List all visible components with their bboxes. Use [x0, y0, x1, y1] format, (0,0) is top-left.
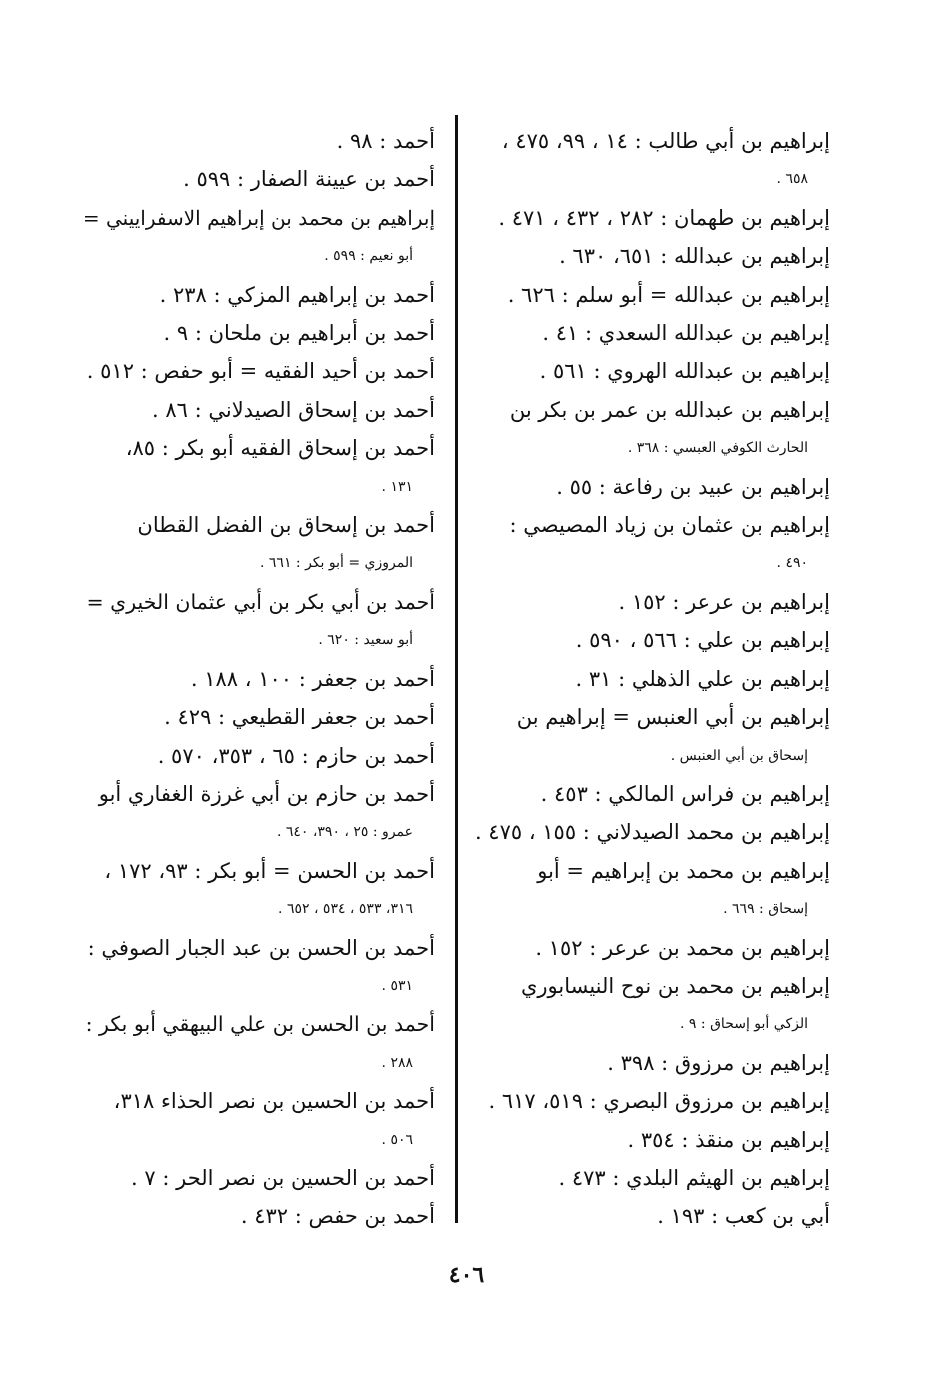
entry-line: إبراهيم بن مرزوق البصري : ٥١٩، ٦١٧ .	[488, 1089, 830, 1114]
entry-line: إبراهيم بن عرعر : ١٥٢ .	[618, 589, 830, 614]
index-entry	[474, 199, 830, 237]
index-entry	[83, 199, 435, 276]
entry-line: أحمد بن الحسين بن نصر الحذاء ٣١٨،	[113, 1089, 435, 1114]
index-entry	[474, 1197, 830, 1235]
entry-continuation-line: عمرو : ٢٥ ، ٣٩٠، ٦٤٠ .	[276, 824, 413, 841]
index-entry	[83, 775, 435, 852]
index-entry	[83, 506, 435, 583]
entry-line: أحمد بن إبراهيم المزكي : ٢٣٨ .	[159, 282, 435, 307]
index-entry	[83, 698, 435, 736]
index-entry	[83, 737, 435, 775]
entry-line: أحمد بن الحسن بن علي البيهقي أبو بكر :	[85, 1012, 435, 1037]
index-entry	[474, 775, 830, 813]
entry-continuation-line: إسحاق : ٦٦٩ .	[723, 901, 808, 918]
entry-continuation-line: المروزي = أبو بكر : ٦٦١ .	[260, 555, 413, 572]
index-entry	[474, 929, 830, 967]
index-entry	[83, 122, 435, 160]
index-entry	[83, 429, 435, 506]
index-entry	[83, 852, 435, 929]
index-entry	[474, 237, 830, 275]
entry-continuation-line: أبو سعيد : ٦٢٠ .	[318, 632, 413, 649]
entry-line: إبراهيم بن عبدالله : ٦٥١، ٦٣٠ .	[559, 244, 830, 269]
entry-continuation-line: ٤٩٠ .	[776, 555, 808, 572]
index-entry	[474, 660, 830, 698]
entry-continuation-line: أبو نعيم : ٥٩٩ .	[324, 248, 413, 265]
index-entry	[474, 506, 830, 583]
entry-continuation-line: ٥٣١ .	[381, 977, 413, 994]
index-entry	[83, 660, 435, 698]
entry-line: إبراهيم بن محمد بن عرعر : ١٥٢ .	[535, 935, 830, 960]
index-entry	[83, 583, 435, 660]
index-entry	[83, 314, 435, 352]
entry-line: أحمد بن أحيد الفقيه = أبو حفص : ٥١٢ .	[86, 359, 435, 384]
entry-line: إبراهيم بن محمد بن إبراهيم = أبو	[537, 858, 830, 883]
index-entry	[474, 391, 830, 468]
index-entry	[83, 391, 435, 429]
index-entry	[474, 813, 830, 851]
entry-line: أحمد بن إسحاق الصيدلاني : ٨٦ .	[152, 397, 435, 422]
index-entry	[474, 583, 830, 621]
entry-line: أحمد بن إسحاق بن الفضل القطان	[137, 513, 435, 538]
entry-line: إبراهيم بن محمد بن إبراهيم الاسفراييني =	[82, 205, 435, 230]
entry-line: إبراهيم بن الهيثم البلدي : ٤٧٣ .	[558, 1165, 830, 1190]
index-entry	[474, 122, 830, 199]
index-entry	[474, 698, 830, 775]
page-number: ٤٠٦	[448, 1262, 485, 1288]
index-entry	[474, 276, 830, 314]
entry-line: إبراهيم بن أبي طالب : ١٤ ، ٩٩، ٤٧٥ ،	[501, 129, 830, 153]
index-entry	[83, 1005, 435, 1082]
index-entry	[474, 967, 830, 1044]
entry-line: أحمد بن أبي بكر بن أبي عثمان الخيري =	[86, 589, 435, 614]
entry-continuation-line: ١٣١ .	[381, 478, 413, 495]
entry-line: إبراهيم بن عبيد بن رفاعة : ٥٥ .	[556, 474, 830, 499]
entry-line: إبراهيم بن عبدالله بن عمر بن بكر بن	[509, 397, 830, 422]
entry-line: أحمد بن حازم : ٦٥ ، ٣٥٣، ٥٧٠ .	[157, 743, 435, 768]
entry-line: إبراهيم بن عثمان بن زياد المصيصي :	[509, 513, 830, 538]
index-entry	[474, 1044, 830, 1082]
index-entry	[474, 621, 830, 659]
entry-continuation-line: ٥٠٦ .	[381, 1131, 413, 1148]
entry-line: أحمد بن حازم بن أبي غرزة الغفاري أبو	[98, 781, 435, 806]
entry-continuation-line: الحارث الكوفي العبسي : ٣٦٨ .	[627, 440, 808, 457]
entry-line: إبراهيم بن علي الذهلي : ٣١ .	[575, 666, 830, 691]
column-divider	[455, 115, 458, 1223]
entry-line: أحمد بن حفص : ٤٣٢ .	[240, 1204, 435, 1229]
entry-continuation-line: ٣١٦، ٥٣٣ ، ٥٣٤ ، ٦٥٢ .	[278, 901, 413, 918]
entry-line: أحمد بن جعفر القطيعي : ٤٢٩ .	[164, 705, 435, 730]
entry-line: أحمد بن جعفر : ١٠٠ ، ١٨٨ .	[190, 666, 435, 691]
index-entry	[83, 160, 435, 198]
index-entry	[474, 1159, 830, 1197]
entry-line: إبراهيم بن أبي العنبس = إبراهيم بن	[516, 705, 830, 730]
right-column	[474, 122, 830, 1236]
index-entry	[474, 1121, 830, 1159]
entry-continuation-line: ٢٨٨ .	[381, 1054, 413, 1071]
index-entry	[83, 352, 435, 390]
index-entry	[474, 352, 830, 390]
index-entry	[474, 468, 830, 506]
index-entry	[474, 852, 830, 929]
entry-continuation-line: إسحاق بن أبي العنبس .	[670, 747, 808, 764]
index-entry	[83, 1159, 435, 1197]
entry-continuation-line: الزكي أبو إسحاق : ٩ .	[680, 1016, 808, 1033]
entry-line: إبراهيم بن عبدالله السعدي : ٤١ .	[542, 321, 830, 346]
entry-line: أحمد بن الحسن = أبو بكر : ٩٣، ١٧٢ ،	[104, 858, 435, 883]
entry-line: إبراهيم بن طهمان : ٢٨٢ ، ٤٣٢ ، ٤٧١ .	[498, 205, 830, 230]
entry-line: إبراهيم بن عبدالله = أبو سلم : ٦٢٦ .	[507, 282, 830, 307]
entry-line: إبراهيم بن عبدالله الهروي : ٥٦١ .	[539, 359, 830, 384]
entry-line: أحمد بن أبراهيم بن ملحان : ٩ .	[163, 321, 435, 346]
index-entry	[474, 314, 830, 352]
index-entry	[83, 1197, 435, 1235]
index-entry	[474, 1082, 830, 1120]
entry-line: إبراهيم بن منقذ : ٣٥٤ .	[627, 1127, 830, 1152]
entry-line: أحمد بن عيينة الصفار : ٥٩٩ .	[183, 167, 435, 192]
entry-line: أحمد : ٩٨ .	[336, 129, 435, 153]
entry-line: أحمد بن الحسين بن نصر الحر : ٧ .	[131, 1165, 435, 1190]
entry-line: أبي بن كعب : ١٩٣ .	[657, 1204, 830, 1229]
entry-line: أحمد بن إسحاق الفقيه أبو بكر : ٨٥،	[125, 436, 435, 461]
index-entry	[83, 276, 435, 314]
entry-line: إبراهيم بن محمد بن نوح النيسابوري	[520, 973, 830, 998]
entry-line: أحمد بن الحسن بن عبد الجبار الصوفي :	[87, 935, 435, 960]
index-entry	[83, 929, 435, 1006]
index-entry	[83, 1082, 435, 1159]
entry-line: إبراهيم بن محمد الصيدلاني : ١٥٥ ، ٤٧٥ .	[474, 820, 830, 845]
left-column	[83, 122, 435, 1236]
entry-line: إبراهيم بن فراس المالكي : ٤٥٣ .	[540, 781, 830, 806]
entry-line: إبراهيم بن علي : ٥٦٦ ، ٥٩٠ .	[575, 628, 830, 653]
entry-continuation-line: ٦٥٨ .	[776, 171, 808, 188]
entry-line: إبراهيم بن مرزوق : ٣٩٨ .	[607, 1050, 830, 1075]
